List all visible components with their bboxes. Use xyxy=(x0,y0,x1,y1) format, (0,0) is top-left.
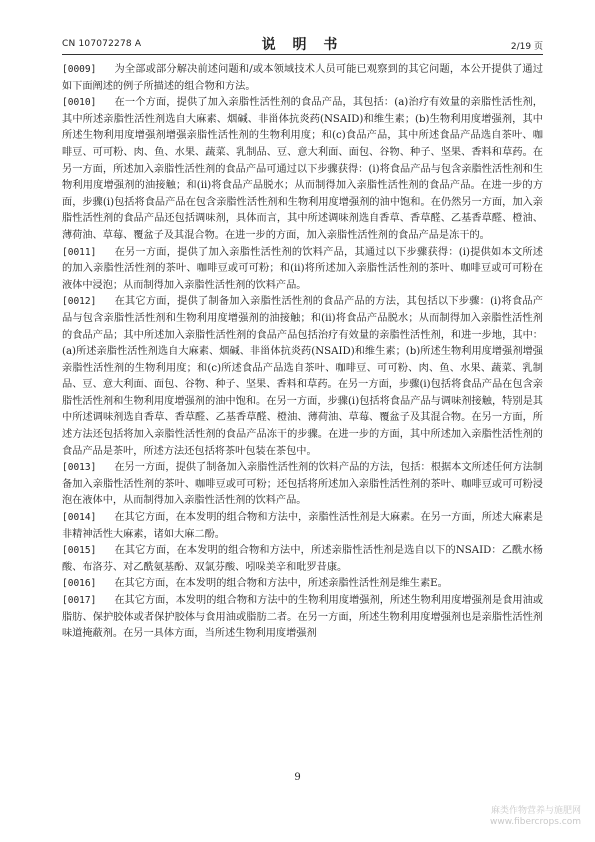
paragraph-0009 xyxy=(62,62,543,95)
paragraph-number: [0017] xyxy=(62,595,97,606)
paragraph-text: 在其它方面，本发明的组合物和方法中的生物利用度增强剂，所述生物利用度增强剂是食用油或脂肪、保护胶体或者保护胶体与食用油或脂肪二者。在另一方面，所述生物利用度增强剂也是亲脂性活性剂味道掩蔽剂。在另一具体方面，当所述生物利用度增强剂 xyxy=(62,595,543,640)
paragraph-text: 为全部或部分解决前述问题和/或本领域技术人员可能已观察到的其它问题，本公开提供了通过如下面阐述的例子所描述的组合物和方法。 xyxy=(62,64,543,92)
paragraph-text: 在另一方面，提供了加入亲脂性活性剂的饮料产品，其通过以下步骤获得：(i)提供如本文所述的加入亲脂性活性剂的茶叶、咖啡豆或可可粉；和(ii)将所述加入亲脂性活性剂的茶叶、咖啡豆或可可粉在液体中浸泡；从而制得加入亲脂性活性剂的饮料产品。 xyxy=(62,246,543,291)
document-title: 说 明 书 xyxy=(261,37,344,53)
paragraph-0013 xyxy=(62,460,543,510)
paragraph-0010 xyxy=(62,95,543,244)
paragraph-text: 在其它方面，在本发明的组合物和方法中，所述亲脂性活性剂是维生素E。 xyxy=(114,578,448,590)
paragraph-text: 在另一方面，提供了制备加入亲脂性活性剂的饮料产品的方法，包括：根据本文所述任何方法制备加入亲脂性活性剂的茶叶、咖啡豆或可可粉；还包括将所述加入亲脂性活性剂的茶叶、咖啡豆或可可粉浸泡在液体中，从而制得加入亲脂性活性剂的饮料产品。 xyxy=(62,462,543,507)
website-watermark xyxy=(490,806,581,828)
paragraph-number: [0012] xyxy=(62,296,97,308)
watermark-site-name: 麻类作物营养与施肥网 xyxy=(490,806,581,816)
paragraph-number: [0015] xyxy=(62,545,97,557)
paragraph-number: [0011] xyxy=(62,246,97,258)
paragraph-number: [0014] xyxy=(62,512,97,524)
page-number: 9 xyxy=(294,772,301,783)
paragraph-text: 在其它方面，在本发明的组合物和方法中，亲脂性活性剂是大麻素。在另一方面，所述大麻素是非精神活性大麻素，诸如大麻二酚。 xyxy=(62,512,543,540)
paragraph-text: 在一个方面，提供了加入亲脂性活性剂的食品产品，其包括：(a)治疗有效量的亲脂性活性剂，其中所述亲脂性活性剂选自大麻素、烟碱、非甾体抗炎药(NSAID)和维生素；(b)生物利用度增强剂，其中所述生物利用度增强剂增强亲脂性活性剂的生物利用度；和(c)食品产品，其中所述食品产品选自茶叶、咖啡豆、可可粉、肉、鱼、水果、蔬菜、乳制品、豆、意大利面、面包、谷物、种子、坚果、香料和草药。在另一方面，所述加入亲脂性活性剂的食品产品可通过以下步骤获得：(i)将食品产品与包含亲脂性活性剂和生物利用度增强剂的油接触；和(ii)将食品产品脱水；从而制得加入亲脂性活性剂的食品产品。在进一步的方面，步骤(i)包括将食品产品在包含亲脂性活性剂和生物利用度增强剂的油中饱和。在仍然另一方面，加入亲脂性活性剂的食品产品还包括调味剂，具体而言，其中所述调味剂选自香草、香草醛、乙基香草醛、橙油、薄荷油、草莓、覆盆子及其混合物。在进一步的方面，加入亲脂性活性剂的食品产品是冻干的。 xyxy=(62,97,543,241)
paragraph-number: [0016] xyxy=(62,578,97,590)
paragraph-0016 xyxy=(62,576,543,593)
paragraph-number: [0009] xyxy=(62,64,97,75)
page-indicator: 2/19 页 xyxy=(510,42,543,52)
patent-number: CN 107072278 A xyxy=(62,39,142,49)
document-body xyxy=(62,62,543,643)
paragraph-0015 xyxy=(62,543,543,576)
paragraph-number: [0013] xyxy=(62,462,97,474)
paragraph-0011 xyxy=(62,245,543,295)
page-header xyxy=(62,36,543,55)
paragraph-0014 xyxy=(62,510,543,543)
paragraph-number: [0010] xyxy=(62,97,97,109)
paragraph-0012 xyxy=(62,294,543,460)
watermark-url: www.fibercrops.com xyxy=(490,817,581,827)
paragraph-text: 在其它方面，在本发明的组合物和方法中，所述亲脂性活性剂是选自以下的NSAID：乙酰水杨酸、布洛芬、对乙酰氨基酚、双氯芬酸、吲哚美辛和吡罗昔康。 xyxy=(62,545,543,573)
paragraph-text: 在其它方面，提供了制备加入亲脂性活性剂的食品产品的方法，其包括以下步骤：(i)将食品产品与包含亲脂性活性剂和生物利用度增强剂的油接触；和(ii)将食品产品脱水；从而制得加入亲脂性活性剂的食品产品；其中所述加入亲脂性活性剂的食品产品包括治疗有效量的亲脂性活性剂，和进一步地，其中：(a)所述亲脂性活性剂选自大麻素、烟碱、非甾体抗炎药(NSAID)和维生素；(b)所述生物利用度增强剂增强亲脂性活性剂的生物利用度；和(c)所述食品产品选自茶叶、咖啡豆、可可粉、肉、鱼、水果、蔬菜、乳制品、豆、意大利面、面包、谷物、种子、坚果、香料和草药。在另一方面，步骤(i)包括将食品产品在包含亲脂性活性剂和生物利用度增强剂的油中饱和。在另一方面，步骤(i)包括将食品产品与调味剂接触，特别是其中所述调味剂选自香草、香草醛、乙基香草醛、橙油、薄荷油、草莓、覆盆子及其混合物。在另一方面，所述方法还包括将加入亲脂性活性剂的食品产品冻干的步骤。在进一步的方面，其中所述加入亲脂性活性剂的食品产品是茶叶，所述方法还包括将茶叶包装在茶包中。 xyxy=(62,296,543,457)
paragraph-0017 xyxy=(62,593,543,643)
